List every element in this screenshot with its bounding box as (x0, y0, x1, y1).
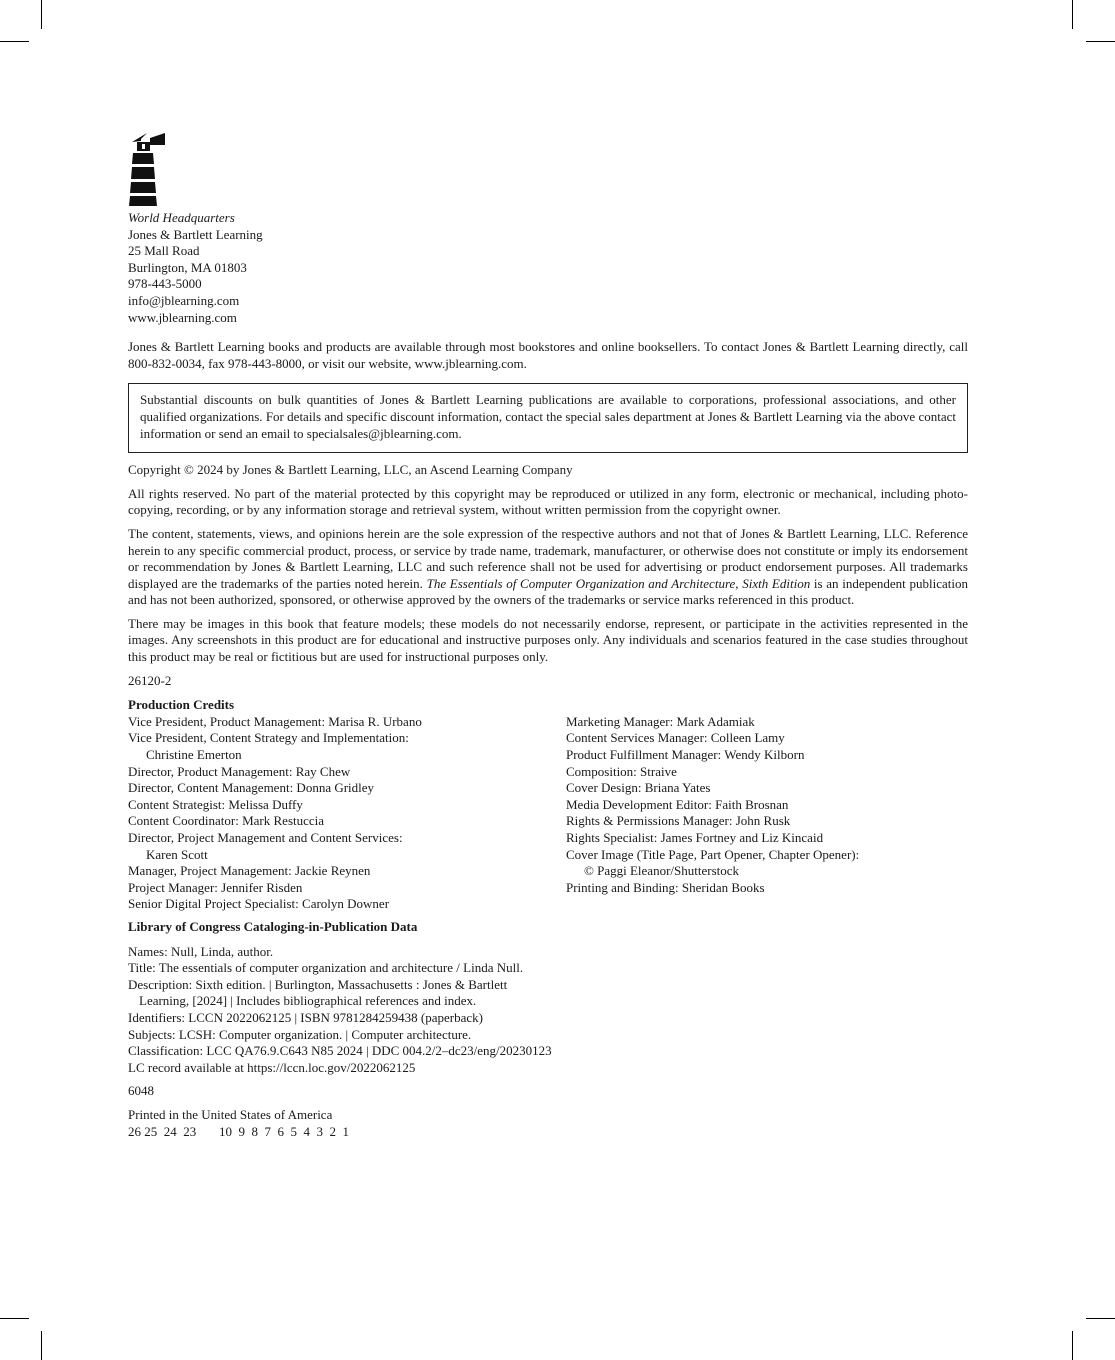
images-statement-paragraph: There may be images in this book that feature models; these models do not necessarily endorse, represent, or participate in the activities represented in the images. Any screenshots in this product are for educational and instructive purposes only. Any individuals and scenarios featured in the case studies throughout this product may be real or fictitious but are used for instructional purposes only. (128, 615, 968, 665)
cip-line: Identifiers: LCCN 2022062125 | ISBN 9781284259438 (paperback) (128, 1009, 483, 1025)
address-line: 25 Mall Road (128, 243, 200, 259)
headquarters-label: World Headquarters (128, 210, 235, 225)
crop-mark-top-left-v (41, 0, 42, 29)
credit-line: Marketing Manager: Mark Adamiak (566, 713, 755, 729)
credit-line: Christine Emerton (146, 747, 242, 763)
address-line: www.jblearning.com (128, 309, 237, 325)
library-of-congress-heading: Library of Congress Cataloging-in-Publication Data (128, 918, 418, 934)
book-title: The Essentials of Computer Organization and Architecture, Sixth Edition (426, 575, 811, 591)
credit-line: Media Development Editor: Faith Brosnan (566, 796, 789, 812)
crop-mark-top-right-h (1086, 41, 1115, 42)
job-number: 6048 (128, 1083, 154, 1099)
address-line: 978-443-5000 (128, 276, 202, 292)
credit-line: Vice President, Product Management: Marisa R. Urbano (128, 713, 422, 729)
crop-mark-top-left-h (0, 41, 29, 42)
crop-mark-top-right-v (1072, 0, 1073, 29)
cip-line: Names: Null, Linda, author. (128, 943, 274, 959)
printing-info (128, 1107, 968, 1140)
cip-line: Classification: LCC QA76.9.C643 N85 2024 | DDC 004.2/2–dc23/eng/20230123 (128, 1043, 552, 1059)
credits-left-column (128, 714, 566, 913)
credit-line: Senior Digital Project Specialist: Carolyn Downer (128, 896, 390, 912)
cip-line: Subjects: LCSH: Computer organization. | Computer architecture. (128, 1026, 472, 1042)
credit-line: Director, Content Management: Donna Gridley (128, 780, 375, 796)
printing-line: 26 25 24 23 10 9 8 7 6 5 4 3 2 1 (128, 1123, 349, 1139)
lighthouse-logo (128, 133, 166, 206)
headquarters-address (128, 210, 968, 326)
crop-mark-bottom-left-v (41, 1331, 42, 1360)
credit-line: Cover Design: Briana Yates (566, 780, 711, 796)
credit-line: Product Fulfillment Manager: Wendy Kilborn (566, 747, 805, 763)
cataloging-data (128, 944, 968, 1077)
credit-line: Cover Image (Title Page, Part Opener, Chapter Opener): (566, 846, 860, 862)
credit-line: Vice President, Content Strategy and Implementation: (128, 730, 409, 746)
production-credits (128, 714, 968, 913)
credit-line: Director, Project Management and Content Services: (128, 830, 403, 845)
credit-line: Content Strategist: Melissa Duffy (128, 796, 303, 812)
cip-line: Description: Sixth edition. | Burlington, Massachusetts : Jones & Bartlett (128, 976, 508, 992)
crop-mark-bottom-right-v (1072, 1331, 1073, 1360)
copyright-page (128, 133, 968, 1140)
production-credits-heading: Production Credits (128, 697, 235, 713)
rights-paragraph: All rights reserved. No part of the material protected by this copyright may be reproduced or utilized in any form, electronic or mechanical, including photocopying, recording, or by any information storage and retrieval system, without written permission from the copyright owner. (128, 485, 968, 518)
address-line: Burlington, MA 01803 (128, 259, 247, 275)
credit-line: Rights Specialist: James Fortney and Liz Kincaid (566, 830, 824, 845)
credit-line: Manager, Project Management: Jackie Reynen (128, 863, 371, 879)
crop-mark-bottom-left-h (0, 1318, 29, 1319)
availability-paragraph: Jones & Bartlett Learning books and products are available through most bookstores and online booksellers. To contact Jones & Bartlett Learning directly, call 800-832-0034, fax 978-443-8000, or visit our website, www.jblearning.com. (128, 339, 968, 371)
credit-line: Karen Scott (146, 846, 208, 862)
address-line: info@jblearning.com (128, 292, 240, 308)
credit-line: Printing and Binding: Sheridan Books (566, 879, 765, 895)
credits-right-column (566, 714, 968, 913)
crop-mark-bottom-right-h (1086, 1318, 1115, 1319)
cip-line: Title: The essentials of computer organization and architecture / Linda Null. (128, 960, 524, 976)
copyright-line: Copyright © 2024 by Jones & Bartlett Learning, LLC, an Ascend Learning Company (128, 462, 573, 478)
content-statement-text: The content, statements, views, and opinions herein are the sole expression of the respective authors and not that of Jones & Bartlett Learning, LLC. Reference herein to any specific commercial product, process, or service by trade name, trademark, manufacturer, or otherwise does not constitute or imply its endorsement or recommendation by Jones & Bartlett Learning, LLC and such reference shall not be used for advertising or product endorsement purposes. All trademarks displayed are the trademarks of the parties noted herein. (128, 525, 968, 591)
cip-line: Learning, [2024] | Includes bibliographical references and index. (139, 993, 477, 1009)
credit-line: Content Services Manager: Colleen Lamy (566, 730, 785, 746)
credit-line: Project Manager: Jennifer Risden (128, 879, 303, 895)
credit-line: Composition: Straive (566, 763, 677, 779)
credit-line: Content Coordinator: Mark Restuccia (128, 813, 325, 829)
content-statement-text-end: is an independent publication and has not been authorized, sponsored, or otherwise approved by the owners of the trademarks or service marks referenced in this product. (128, 575, 968, 608)
credit-line: © Paggi Eleanor/Shutterstock (584, 863, 740, 879)
discount-box (128, 383, 968, 453)
cip-line: LC record available at https://lccn.loc.gov/2022062125 (128, 1059, 416, 1075)
address-line: Jones & Bartlett Learning (128, 226, 263, 242)
content-statement-paragraph (128, 526, 968, 609)
discount-paragraph: Substantial discounts on bulk quantities of Jones & Bartlett Learning publications are available to corporations, professional associations, and other qualified organizations. For details and specific discount information, contact the special sales department at Jones & Bartlett Learning via the above contact information or send an email to specialsales@jblearning.com. (140, 392, 956, 441)
credit-line: Rights & Permissions Manager: John Rusk (566, 813, 791, 829)
printed-country: Printed in the United States of America (128, 1106, 333, 1122)
credit-line: Director, Product Management: Ray Chew (128, 763, 351, 779)
catalog-code: 26120-2 (128, 672, 172, 688)
